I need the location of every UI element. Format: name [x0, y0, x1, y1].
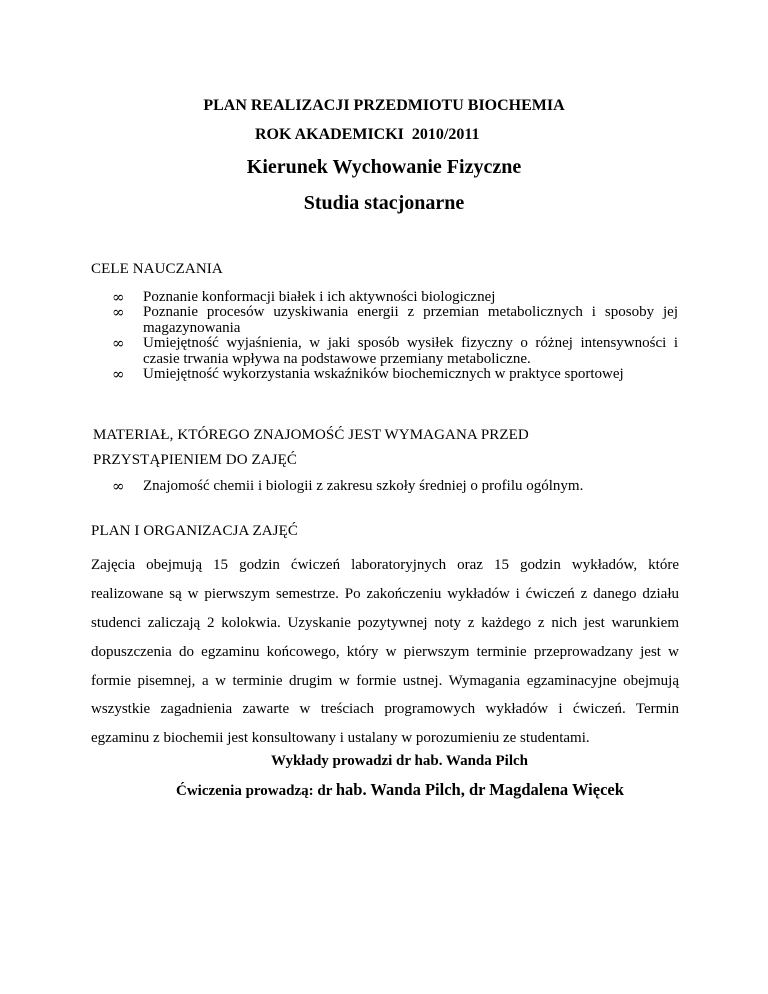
organization-paragraph	[91, 551, 679, 753]
document-title: PLAN REALIZACJI PRZEDMIOTU BIOCHEMIA	[203, 97, 565, 114]
paragraph-line: wszystkie zagadnienia zawarte w treściach programowych wykładów i ćwiczeń. Termin	[91, 701, 679, 718]
goal-text: Umiejętność wyjaśnienia, w jaki sposób wysiłek fizyczny o różnej intensywności i czasie trwania wpływa na podstawowe przemiany metaboliczne.	[143, 335, 678, 367]
exercises-label: Ćwiczenia prowadzą: dr	[176, 783, 333, 799]
paragraph-line: dopuszczenia do egzaminu końcowego, który w pierwszym terminie przeprowadzany jest w	[91, 643, 679, 660]
list-item	[112, 305, 678, 336]
prerequisite-text: Znajomość chemii i biologii z zakresu szkoły średniej o profilu ogólnym.	[143, 478, 584, 494]
goal-text: Poznanie procesów uzyskiwania energii z przemian metabolicznych i sposoby jej magazynowania	[143, 304, 678, 336]
paragraph-line: studenci zaliczają 2 kolokwia. Uzyskanie pozytywnej noty z każdego z nich jest warunkiem	[91, 614, 679, 631]
academic-year-value: 2010/2011	[411, 126, 480, 143]
organization-heading: PLAN I ORGANIZACJA ZAJĘĆ	[91, 523, 298, 539]
prerequisites-heading-line2: PRZYSTĄPIENIEM DO ZAJĘĆ	[93, 452, 297, 468]
academic-year	[255, 126, 479, 144]
goals-list	[112, 290, 678, 382]
academic-year-label: ROK AKADEMICKI	[255, 126, 404, 143]
lecturer-line: Wykłady prowadzi dr hab. Wanda Pilch	[271, 753, 529, 769]
prerequisites-list	[112, 479, 678, 494]
paragraph-line: Zajęcia obejmują 15 godzin ćwiczeń laboratoryjnych oraz 15 godzin wykładów, które	[91, 557, 679, 573]
paragraph-line: formie pisemnej, a w terminie drugim w formie ustnej. Wymagania egzaminacyjne obejmują	[91, 672, 679, 689]
list-item	[112, 290, 678, 305]
exercises-line	[176, 780, 624, 800]
infinity-bullet-icon: ∞	[112, 303, 125, 322]
exercises-names: hab. Wanda Pilch, dr Magdalena Więcek	[335, 780, 624, 799]
goal-text: Umiejętność wykorzystania wskaźników biochemicznych w praktyce sportowej	[143, 366, 624, 383]
infinity-bullet-icon: ∞	[112, 365, 125, 384]
goals-heading: CELE NAUCZANIA	[91, 261, 223, 277]
study-mode: Studia stacjonarne	[303, 192, 465, 214]
prerequisites-heading-line1: MATERIAŁ, KTÓREGO ZNAJOMOŚĆ JEST WYMAGANA PRZED	[93, 427, 529, 443]
list-item	[112, 479, 678, 494]
paragraph-line: egzaminu z biochemii jest konsultowany i ustalany w porozumieniu ze studentami.	[91, 730, 590, 747]
infinity-bullet-icon: ∞	[112, 334, 125, 353]
field-of-study: Kierunek Wychowanie Fizyczne	[246, 156, 522, 178]
goal-text: Poznanie konformacji białek i ich aktywności biologicznej	[143, 289, 496, 305]
paragraph-line: realizowane są w pierwszym semestrze. Po zakończeniu wykładów i ćwiczeń z danego działu	[91, 585, 679, 602]
infinity-bullet-icon: ∞	[112, 288, 125, 306]
list-item	[112, 336, 678, 367]
infinity-bullet-icon: ∞	[112, 477, 125, 495]
list-item	[112, 367, 678, 382]
